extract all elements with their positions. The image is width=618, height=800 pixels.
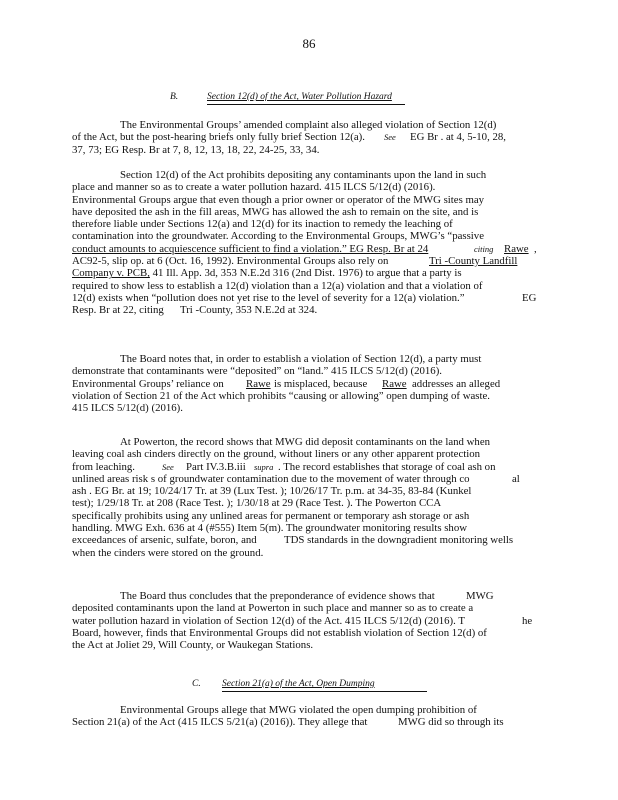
section-title: Section 21(a) of the Act, Open Dumping [222,679,375,689]
case-name: Rawe [504,242,529,255]
text-line: handling. MWG Exh. 636 at 4 (#555) Item 5(m). The groundwater monitoring results show [72,522,468,535]
text-span: of the Act, but the post-hearing briefs only fully brief Section 12(a). [72,131,365,144]
text-span: Part IV.3.B.iii [186,460,246,473]
text-span: EG Br . at 4, 5-10, 28, [410,131,506,144]
text-line: Board, however, finds that Environmental Groups did not establish violation of Section 12(d) of [72,626,487,639]
section-heading-b [170,92,392,102]
text-span: addresses an alleged [412,377,501,390]
heading-rule [207,104,405,105]
text-line [72,243,542,255]
text-span: 12(d) exists when “pollution does not yet rise to the level of severity for a 12(a) violation.” [72,291,465,304]
text-line [72,534,542,546]
page-number: 86 [302,36,316,51]
text-line: Environmental Groups allege that MWG violated the open dumping prohibition of [120,704,477,716]
text-span: from leaching. [72,460,135,473]
text-line: specifically prohibits using any unlined areas for permanent or temporary ash storage or ash [72,509,470,522]
text-line: therefore liable under Sections 12(a) and 12(d) for its inaction to remedy the leaching of [72,218,453,231]
text-line [72,131,542,143]
text-line [72,473,542,485]
text-line [72,615,542,627]
text-span: Environmental Groups’ reliance on [72,377,224,390]
heading-rule [222,691,427,692]
section-heading-c [192,679,375,689]
paragraph-4 [72,436,542,559]
paragraph-1 [72,119,542,156]
text-span: Section 21(a) of the Act (415 ILCS 5/21(a) (2016)). They allege that [72,716,368,729]
text-span: . The record establishes that storage of coal ash on [278,460,496,473]
text-line [72,378,542,390]
text-span: unlined areas risk s of groundwater contamination due to the movement of water through co [72,472,470,485]
text-span: EG [522,291,537,304]
case-name: Company v. PCB, [72,267,150,280]
text-line: demonstrate that contaminants were “deposited” on “land.” 415 ILCS 5/12(d) (2016). [72,365,442,378]
text-line: required to show less to establish a 12(d) violation than a 12(a) violation and that a violation of [72,279,483,292]
section-letter: C. [192,679,201,689]
paragraph-2 [72,169,542,317]
text-span: MWG [466,590,494,602]
text-line: contamination into the groundwater. According to the Environmental Groups, MWG’s “passive [72,230,484,243]
text-span: 41 Ill. App. 3d, 353 N.E.2d 316 (2nd Dist. 1976) to argue that a party is [149,267,462,280]
paragraph-3 [72,353,542,414]
paragraph-6 [72,704,542,729]
text-span: AC92-5, slip op. at 6 (Oct. 16, 1992). Environmental Groups also rely on [72,255,389,268]
text-span: is misplaced, because [274,377,368,390]
text-line: ash . EG Br. at 19; 10/24/17 Tr. at 39 (Lux Test. ); 10/26/17 Tr. p.m. at 34-35, 83-84 (Kunkel [72,485,472,498]
text-line [72,292,542,304]
text-line [72,590,542,602]
text-line: deposited contaminants upon the land at Powerton in such place and manner so as to create a [72,602,474,615]
text-line [72,716,542,728]
text-line: At Powerton, the record shows that MWG did deposit contaminants on the land when [120,436,491,448]
text-line: 37, 73; EG Resp. Br at 7, 8, 12, 13, 18, 22, 24-25, 33, 34. [72,143,320,156]
text-span: exceedances of arsenic, sulfate, boron, and [72,534,257,547]
text-span: Resp. Br at 22, citing [72,304,164,317]
citation-signal: See [162,461,174,472]
citation-signal: See [384,132,396,143]
text-span: water pollution hazard in violation of Section 12(d) of the Act. 415 ILCS 5/12(d) (2016). T [72,614,465,627]
text-line: when the cinders were stored on the ground. [72,546,264,559]
text-span: Tri -County, 353 N.E.2d at 324. [180,304,318,317]
text-span: he [522,614,533,627]
citation-signal: supra [254,461,274,472]
text-span: MWG did so through its [398,716,504,729]
text-line: The Environmental Groups’ amended complaint also alleged violation of Section 12(d) [120,119,497,131]
text-span: al [512,472,520,485]
text-span: The Board thus concludes that the preponderance of evidence shows that [120,590,435,602]
text-span: TDS standards in the downgradient monitoring wells [284,534,514,547]
section-title: Section 12(d) of the Act, Water Pollution Hazard [207,92,392,102]
paragraph-5 [72,590,542,651]
text-line [72,267,542,279]
case-name: Tri -County Landfill [429,255,518,268]
text-line [72,461,542,473]
text-span: , [534,242,537,255]
text-line: the Act at Joliet 29, Will County, or Waukegan Stations. [72,639,314,652]
text-line: have deposited the ash in the fill areas, MWG has allowed the ash to remain on the site, and is [72,205,479,218]
text-line [72,304,542,316]
section-letter: B. [170,92,179,102]
text-line: leaving coal ash cinders directly on the ground, without liners or any other apparent protection [72,448,481,461]
text-line [72,255,542,267]
case-name: Rawe [382,377,407,390]
text-span: conduct amounts to acquiescence sufficient to find a violation.” EG Resp. Br at 24 [72,242,429,255]
text-line: The Board notes that, in order to establish a violation of Section 12(d), a party must [120,353,482,365]
text-line: place and manner so as to create a water pollution hazard. 415 ILCS 5/12(d) (2016). [72,181,436,194]
text-line: violation of Section 21 of the Act which prohibits “causing or allowing” open dumping of waste. [72,389,490,402]
text-line: Environmental Groups argue that even though a prior owner or operator of the MWG sites may [72,193,485,206]
case-name: Rawe [246,377,271,390]
text-line: test); 1/29/18 Tr. at 208 (Race Test. ); 1/30/18 at 29 (Race Test. ). The Powerton CCA [72,497,442,510]
text-line: 415 ILCS 5/12(d) (2016). [72,402,183,415]
citation-signal: citing [474,243,494,254]
text-line: Section 12(d) of the Act prohibits depositing any contaminants upon the land in such [120,169,487,181]
